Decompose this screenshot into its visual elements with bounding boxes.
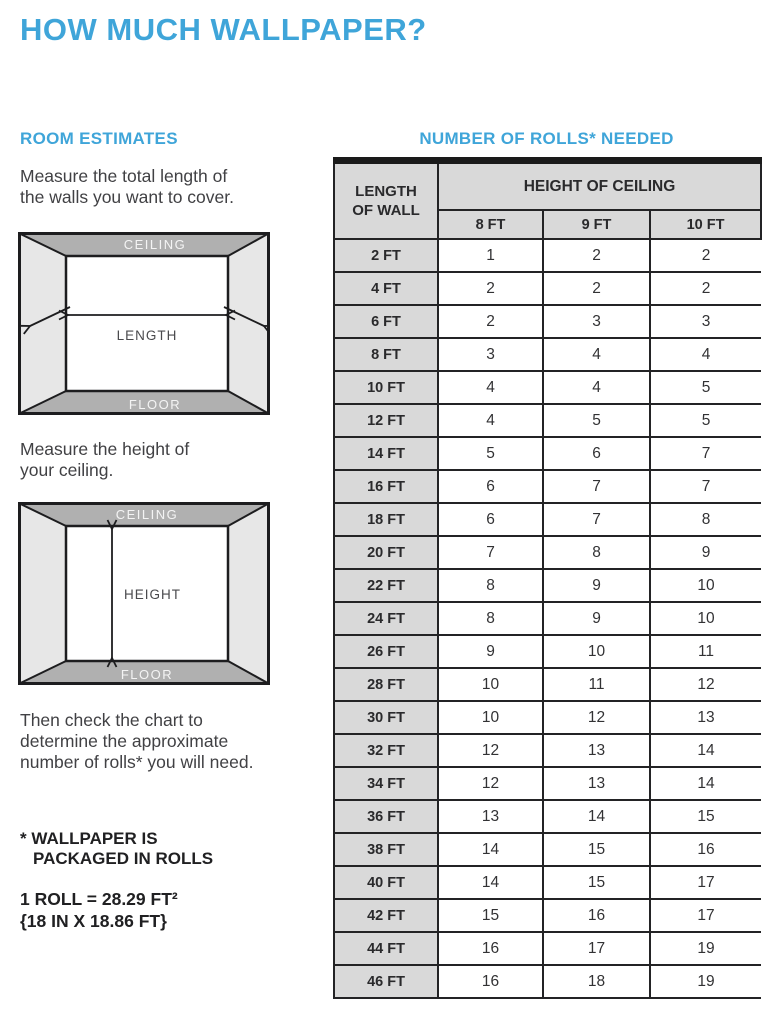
length-of-wall-header: LENGTH OF WALL <box>334 161 438 240</box>
rolls-count-cell: 6 <box>438 470 543 503</box>
wall-length-cell: 38 FT <box>334 833 438 866</box>
rolls-count-cell: 7 <box>650 437 761 470</box>
back-wall <box>66 256 228 391</box>
wall-length-cell: 24 FT <box>334 602 438 635</box>
ceiling-label: CEILING <box>115 507 179 522</box>
wall-length-cell: 46 FT <box>334 965 438 998</box>
wall-length-cell: 44 FT <box>334 932 438 965</box>
rolls-count-cell: 16 <box>650 833 761 866</box>
rolls-count-cell: 2 <box>543 272 650 305</box>
table-row <box>334 437 761 470</box>
ceiling-height-column-header: 9 FT <box>543 210 650 239</box>
rolls-count-cell: 9 <box>650 536 761 569</box>
table-row <box>334 668 761 701</box>
table-row <box>334 239 761 272</box>
rolls-count-cell: 15 <box>650 800 761 833</box>
rolls-count-cell: 14 <box>438 833 543 866</box>
table-row <box>334 899 761 932</box>
rolls-count-cell: 13 <box>543 734 650 767</box>
rolls-count-cell: 15 <box>543 833 650 866</box>
step-measure-length-text: Measure the total length of the walls you want to cover. <box>20 166 234 207</box>
table-row <box>334 338 761 371</box>
step-check-chart-text: Then check the chart to determine the approximate number of rolls* you will need. <box>20 710 254 772</box>
wall-length-cell: 26 FT <box>334 635 438 668</box>
wall-length-cell: 42 FT <box>334 899 438 932</box>
floor-label: FLOOR <box>128 397 182 412</box>
rolls-count-cell: 13 <box>650 701 761 734</box>
height-label: HEIGHT <box>124 587 182 602</box>
rolls-count-cell: 3 <box>438 338 543 371</box>
rolls-count-cell: 4 <box>543 338 650 371</box>
height-of-ceiling-header: HEIGHT OF CEILING <box>438 161 761 211</box>
table-row <box>334 965 761 998</box>
rolls-count-cell: 14 <box>438 866 543 899</box>
floor-label: FLOOR <box>120 667 174 682</box>
rolls-count-cell: 4 <box>543 371 650 404</box>
table-row <box>334 833 761 866</box>
rolls-count-cell: 11 <box>543 668 650 701</box>
rolls-count-cell: 13 <box>543 767 650 800</box>
rolls-count-cell: 8 <box>543 536 650 569</box>
step-measure-height-text: Measure the height of your ceiling. <box>20 439 190 480</box>
rolls-count-cell: 8 <box>438 602 543 635</box>
right-wall <box>228 234 269 414</box>
table-row <box>334 635 761 668</box>
rolls-count-cell: 6 <box>543 437 650 470</box>
table-row <box>334 866 761 899</box>
rolls-count-cell: 12 <box>438 734 543 767</box>
rolls-count-cell: 7 <box>543 470 650 503</box>
left-wall <box>20 234 67 414</box>
rolls-count-cell: 19 <box>650 965 761 998</box>
room-height-diagram <box>18 502 270 685</box>
rolls-count-cell: 2 <box>543 239 650 272</box>
rolls-count-cell: 7 <box>650 470 761 503</box>
table-row <box>334 767 761 800</box>
wall-length-cell: 10 FT <box>334 371 438 404</box>
rolls-count-cell: 5 <box>543 404 650 437</box>
rolls-count-cell: 10 <box>650 569 761 602</box>
rolls-count-cell: 4 <box>650 338 761 371</box>
rolls-count-cell: 3 <box>543 305 650 338</box>
right-wall <box>228 504 269 684</box>
rolls-count-cell: 12 <box>438 767 543 800</box>
rolls-count-cell: 15 <box>543 866 650 899</box>
wall-length-cell: 4 FT <box>334 272 438 305</box>
rolls-count-cell: 13 <box>438 800 543 833</box>
wall-length-cell: 28 FT <box>334 668 438 701</box>
room-estimates-heading: ROOM ESTIMATES <box>20 129 178 148</box>
wall-length-cell: 36 FT <box>334 800 438 833</box>
rolls-count-cell: 7 <box>438 536 543 569</box>
rolls-count-cell: 12 <box>543 701 650 734</box>
wall-length-cell: 30 FT <box>334 701 438 734</box>
page-title: HOW MUCH WALLPAPER? <box>20 12 427 47</box>
table-row <box>334 470 761 503</box>
rolls-count-cell: 1 <box>438 239 543 272</box>
wall-length-cell: 8 FT <box>334 338 438 371</box>
rolls-count-cell: 14 <box>650 767 761 800</box>
table-row <box>334 734 761 767</box>
table-row <box>334 371 761 404</box>
rolls-table-container <box>333 157 762 999</box>
left-wall <box>20 504 67 684</box>
rolls-count-cell: 5 <box>650 404 761 437</box>
rolls-table-body <box>334 239 761 998</box>
rolls-count-cell: 9 <box>438 635 543 668</box>
rolls-count-cell: 19 <box>650 932 761 965</box>
rolls-count-cell: 9 <box>543 569 650 602</box>
rolls-count-cell: 10 <box>650 602 761 635</box>
rolls-table <box>333 157 762 999</box>
ceiling-height-column-header: 8 FT <box>438 210 543 239</box>
rolls-count-cell: 12 <box>650 668 761 701</box>
rolls-count-cell: 16 <box>438 965 543 998</box>
rolls-count-cell: 16 <box>543 899 650 932</box>
wall-length-cell: 14 FT <box>334 437 438 470</box>
table-row <box>334 932 761 965</box>
wall-length-cell: 2 FT <box>334 239 438 272</box>
wall-length-cell: 32 FT <box>334 734 438 767</box>
rolls-count-cell: 8 <box>650 503 761 536</box>
rolls-count-cell: 10 <box>438 668 543 701</box>
roll-size-info: 1 ROLL = 28.29 FT² {18 IN X 18.86 FT} <box>20 889 178 931</box>
ceiling-label: CEILING <box>123 237 187 252</box>
rolls-count-cell: 10 <box>543 635 650 668</box>
rolls-count-cell: 9 <box>543 602 650 635</box>
table-row <box>334 503 761 536</box>
rolls-count-cell: 4 <box>438 404 543 437</box>
wall-length-cell: 34 FT <box>334 767 438 800</box>
table-row <box>334 272 761 305</box>
rolls-count-cell: 18 <box>543 965 650 998</box>
rolls-needed-heading: NUMBER OF ROLLS* NEEDED <box>419 129 674 148</box>
rolls-count-cell: 5 <box>438 437 543 470</box>
rolls-packaging-footnote: * WALLPAPER IS PACKAGED IN ROLLS <box>20 829 214 868</box>
table-row <box>334 800 761 833</box>
table-row <box>334 305 761 338</box>
wall-length-cell: 40 FT <box>334 866 438 899</box>
wall-length-cell: 20 FT <box>334 536 438 569</box>
wall-length-cell: 6 FT <box>334 305 438 338</box>
rolls-count-cell: 4 <box>438 371 543 404</box>
wall-length-cell: 16 FT <box>334 470 438 503</box>
table-row <box>334 569 761 602</box>
table-row <box>334 404 761 437</box>
wall-length-cell: 22 FT <box>334 569 438 602</box>
length-label: LENGTH <box>116 328 178 343</box>
rolls-count-cell: 17 <box>650 866 761 899</box>
room-length-diagram <box>18 232 270 415</box>
table-row <box>334 536 761 569</box>
rolls-count-cell: 5 <box>650 371 761 404</box>
rolls-count-cell: 8 <box>438 569 543 602</box>
table-row <box>334 701 761 734</box>
rolls-count-cell: 15 <box>438 899 543 932</box>
rolls-count-cell: 2 <box>438 272 543 305</box>
rolls-count-cell: 14 <box>543 800 650 833</box>
wall-length-cell: 12 FT <box>334 404 438 437</box>
wall-length-cell: 18 FT <box>334 503 438 536</box>
rolls-count-cell: 6 <box>438 503 543 536</box>
rolls-count-cell: 2 <box>438 305 543 338</box>
rolls-count-cell: 11 <box>650 635 761 668</box>
rolls-count-cell: 17 <box>543 932 650 965</box>
rolls-count-cell: 3 <box>650 305 761 338</box>
rolls-count-cell: 10 <box>438 701 543 734</box>
rolls-count-cell: 7 <box>543 503 650 536</box>
rolls-count-cell: 2 <box>650 272 761 305</box>
rolls-count-cell: 17 <box>650 899 761 932</box>
table-row <box>334 602 761 635</box>
rolls-count-cell: 2 <box>650 239 761 272</box>
table-header-row-1 <box>334 161 761 211</box>
ceiling-height-column-header: 10 FT <box>650 210 761 239</box>
rolls-count-cell: 14 <box>650 734 761 767</box>
rolls-count-cell: 16 <box>438 932 543 965</box>
